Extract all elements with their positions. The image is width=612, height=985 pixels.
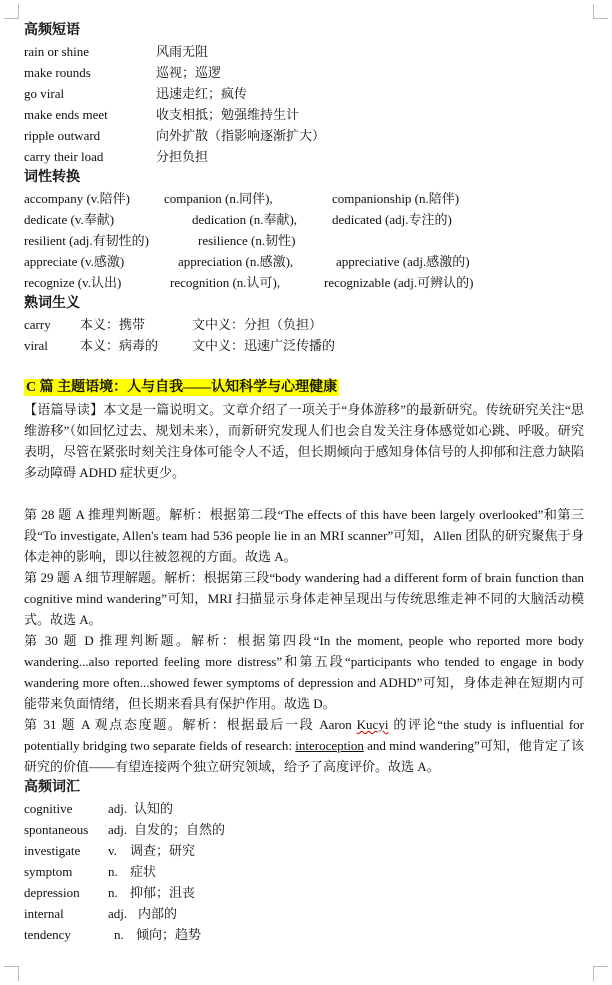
polysemy-original-meaning: 本义：病毒的 bbox=[80, 338, 159, 353]
phrase-en: make ends meet bbox=[24, 107, 108, 122]
phrase-row bbox=[24, 125, 584, 146]
derivation-cell: appreciation (n.感激), bbox=[178, 254, 294, 269]
spacer bbox=[24, 483, 584, 504]
vocab-meaning: 调查；研究 bbox=[130, 843, 196, 858]
derivation-cell: dedicate (v.奉献) bbox=[24, 212, 115, 227]
vocab-heading: 高频词汇 bbox=[24, 780, 80, 795]
phrase-en: go viral bbox=[24, 86, 65, 101]
derivation-cell: dedicated (adj.专注的) bbox=[332, 212, 452, 227]
answer-q31-text: 第 31 题 A 观点态度题。解析：根据最后一段 Aaron bbox=[24, 717, 357, 732]
answer-q29: 第 29 题 A 细节理解题。解析：根据第三段“body wandering had a different form of brain function than cognitive mind wandering”可知，MRI 扫描显示身体走神呈现出与传统思维走神不同的大脑活动模式。故选 A。 bbox=[24, 570, 584, 627]
phrase-row bbox=[24, 41, 584, 62]
vocab-pos: adj. bbox=[108, 906, 128, 921]
vocab-row bbox=[24, 798, 584, 819]
vocab-pos: n. bbox=[108, 864, 118, 879]
vocab-meaning: 症状 bbox=[130, 864, 157, 879]
phrase-zh: 风雨无阻 bbox=[156, 44, 209, 59]
answer-q31-text: and mind wandering”可知，他肯定了该研究的价值——有望连接两个独立研究领域，给予了高度评价。故选 A。 bbox=[24, 738, 584, 774]
answer-q31-term: interoception bbox=[295, 738, 364, 753]
vocab-list bbox=[24, 798, 584, 945]
derivation-cell: recognize (v.认出) bbox=[24, 275, 122, 290]
vocab-meaning: 自发的；自然的 bbox=[134, 822, 226, 837]
phrases-heading: 高频短语 bbox=[24, 23, 80, 38]
crop-mark-top-right bbox=[593, 4, 608, 19]
crop-mark-top-left bbox=[4, 4, 19, 19]
phrase-row bbox=[24, 146, 584, 167]
derivation-cell: resilient (adj.有韧性的) bbox=[24, 233, 149, 248]
polysemy-heading: 熟词生义 bbox=[24, 296, 80, 311]
derivation-row bbox=[24, 209, 584, 230]
derivation-row bbox=[24, 230, 584, 251]
derivation-cell: dedication (n.奉献), bbox=[192, 212, 298, 227]
polysemy-row bbox=[24, 335, 584, 356]
answer-q30: 第 30 题 D 推理判断题。解析：根据第四段“In the moment, people who reported more body wandering...also reported feeling more distress”和第五段“participants who tended to engage in body wandering more often...showed fewer symptoms of depression and ADHD”可知，身体走神在短期内可能带来负面情绪，但长期来看具有保护作用。故选 D。 bbox=[24, 633, 584, 711]
answer-q31-name: Kucyi bbox=[356, 717, 389, 732]
spacer bbox=[24, 356, 584, 377]
passage-banner bbox=[24, 377, 584, 399]
phrase-zh: 向外扩散（指影响逐渐扩大） bbox=[156, 128, 326, 143]
vocab-word: internal bbox=[24, 906, 64, 921]
polysemy-context-meaning: 文中义：分担（负担） bbox=[192, 317, 323, 332]
vocab-row bbox=[24, 903, 584, 924]
document-page bbox=[24, 20, 584, 945]
vocab-row bbox=[24, 924, 584, 945]
derivation-cell: resilience (n.韧性) bbox=[198, 233, 296, 248]
passage-title: C 篇 主题语境：人与自我——认知科学与心理健康 bbox=[26, 380, 338, 395]
polysemy-context-meaning: 文中义：迅速广泛传播的 bbox=[192, 338, 336, 353]
derivation-cell: companionship (n.陪伴) bbox=[332, 191, 460, 206]
phrase-row bbox=[24, 83, 584, 104]
vocab-pos: v. bbox=[108, 843, 117, 858]
crop-mark-bottom-right bbox=[593, 966, 608, 981]
vocab-pos: n. bbox=[108, 885, 118, 900]
phrase-en: rain or shine bbox=[24, 44, 89, 59]
polysemy-word: carry bbox=[24, 317, 51, 332]
polysemy-word: viral bbox=[24, 338, 48, 353]
derivation-row bbox=[24, 188, 584, 209]
passage-guide: 【语篇导读】本文是一篇说明文。文章介绍了一项关于“身体游移”的最新研究。传统研究关注“思维游移”（如回忆过去、规划未来），而新研究发现人们也会自发关注身体感觉如心跳、呼吸。研究表明，尽管在紧张时刻关注身体可能令人不适，但长期倾向于感知身体信号的人抑郁和注意力缺陷多动障碍 ADHD 症状更少。 bbox=[24, 402, 584, 480]
vocab-pos: adj. bbox=[108, 822, 128, 837]
vocab-row bbox=[24, 861, 584, 882]
vocab-meaning: 内部的 bbox=[138, 906, 178, 921]
phrase-zh: 收支相抵；勉强维持生计 bbox=[156, 107, 300, 122]
phrase-row bbox=[24, 62, 584, 83]
vocab-word: symptom bbox=[24, 864, 73, 879]
derivation-cell: appreciate (v.感激) bbox=[24, 254, 125, 269]
polysemy-original-meaning: 本义：携带 bbox=[80, 317, 146, 332]
phrase-row bbox=[24, 104, 584, 125]
vocab-word: cognitive bbox=[24, 801, 73, 816]
derivation-cell: appreciative (adj.感激的) bbox=[336, 254, 470, 269]
derivation-cell: companion (n.同伴), bbox=[164, 191, 273, 206]
phrase-en: carry their load bbox=[24, 149, 104, 164]
answer-q28: 第 28 题 A 推理判断题。解析：根据第二段“The effects of this have been largely overlooked”和第三段“To investigate, Allen's team had 536 people lie in an MRI scanner”可知，Allen 团队的研究聚焦于身体走神的影响，即以往被忽视的方面。故选 A。 bbox=[24, 507, 584, 564]
vocab-pos: adj. bbox=[108, 801, 128, 816]
phrase-zh: 巡视；巡逻 bbox=[156, 65, 222, 80]
polysemy-row bbox=[24, 314, 584, 335]
crop-mark-bottom-left bbox=[4, 966, 19, 981]
vocab-meaning: 认知的 bbox=[134, 801, 174, 816]
vocab-row bbox=[24, 840, 584, 861]
vocab-row bbox=[24, 819, 584, 840]
vocab-row bbox=[24, 882, 584, 903]
vocab-word: investigate bbox=[24, 843, 81, 858]
vocab-word: depression bbox=[24, 885, 80, 900]
derivation-row bbox=[24, 272, 584, 293]
vocab-meaning: 抑郁；沮丧 bbox=[130, 885, 196, 900]
phrase-en: ripple outward bbox=[24, 128, 101, 143]
phrase-zh: 迅速走红；疯传 bbox=[156, 86, 248, 101]
derivation-heading: 词性转换 bbox=[24, 170, 80, 185]
phrase-zh: 分担负担 bbox=[156, 149, 209, 164]
derivation-row bbox=[24, 251, 584, 272]
derivation-cell: recognition (n.认可), bbox=[170, 275, 281, 290]
vocab-pos: n. bbox=[114, 927, 124, 942]
vocab-word: tendency bbox=[24, 927, 71, 942]
vocab-meaning: 倾向；趋势 bbox=[136, 927, 202, 942]
vocab-word: spontaneous bbox=[24, 822, 89, 837]
answer-q31 bbox=[24, 714, 584, 777]
answer-q31-text: 的评论“the study is influential for potentially bridging two separate fields of research: bbox=[24, 717, 584, 753]
derivation-cell: accompany (v.陪伴) bbox=[24, 191, 131, 206]
derivation-cell: recognizable (adj.可辨认的) bbox=[324, 275, 474, 290]
phrase-en: make rounds bbox=[24, 65, 91, 80]
